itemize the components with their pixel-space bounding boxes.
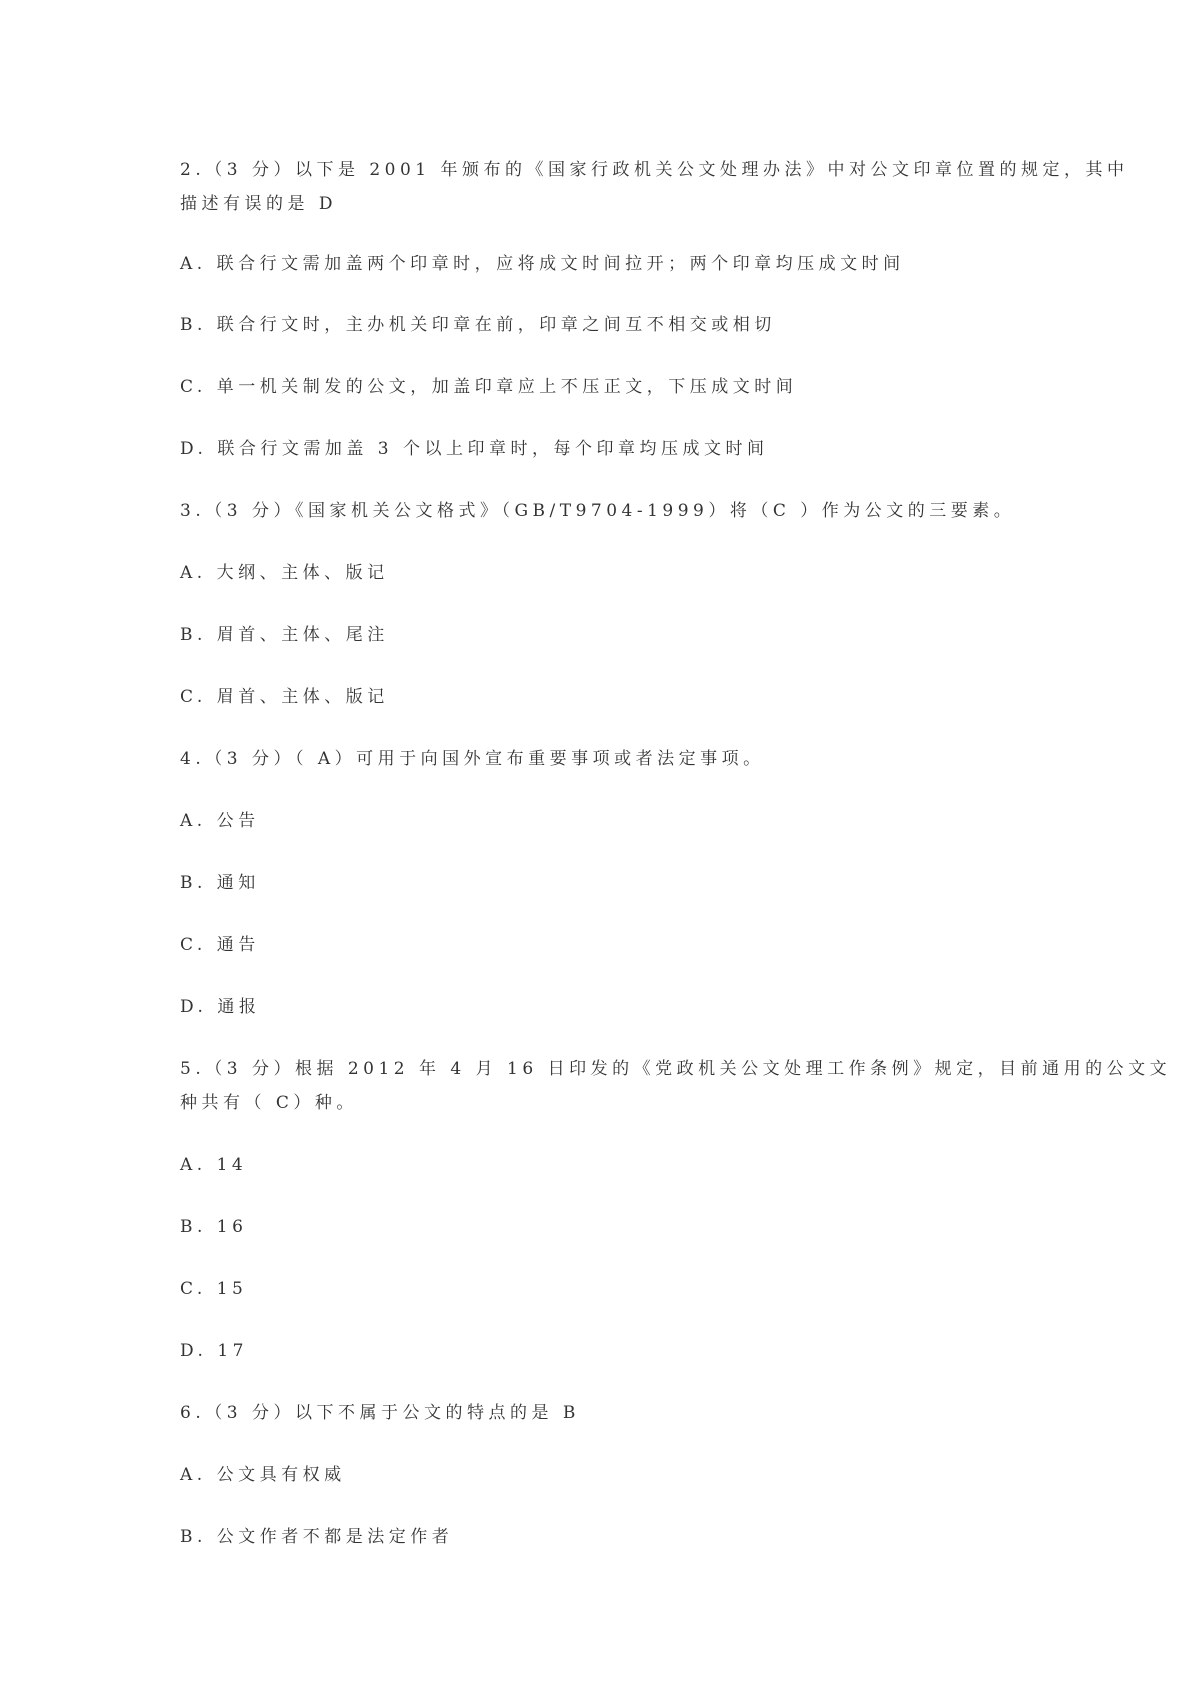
question-2-option-b: B. 联合行文时，主办机关印章在前，印章之间互不相交或相切 bbox=[180, 315, 776, 335]
question-6-option-a: A. 公文具有权威 bbox=[180, 1465, 346, 1485]
question-5-option-c: C. 15 bbox=[180, 1279, 248, 1299]
question-3-stem: 3.（3 分）《国家机关公文格式》（GB/T9704-1999）将（C ）作为公文的三要素。 bbox=[180, 501, 1016, 521]
question-2-option-d: D. 联合行文需加盖 3 个以上印章时，每个印章均压成文时间 bbox=[180, 439, 769, 459]
question-6-option-b: B. 公文作者不都是法定作者 bbox=[180, 1527, 454, 1547]
question-2-option-a: A. 联合行文需加盖两个印章时，应将成文时间拉开；两个印章均压成文时间 bbox=[180, 254, 905, 274]
question-4-stem: 4.（3 分）（ A）可用于向国外宣布重要事项或者法定事项。 bbox=[180, 749, 765, 769]
question-2-stem-line-1: 2.（3 分）以下是 2001 年颁布的《国家行政机关公文处理办法》中对公文印章位置的规定，其中 bbox=[180, 160, 1129, 180]
question-5-option-b: B. 16 bbox=[180, 1217, 248, 1237]
question-6-stem: 6.（3 分）以下不属于公文的特点的是 B bbox=[180, 1403, 580, 1423]
question-5-stem-line-2: 种共有（ C）种。 bbox=[180, 1093, 358, 1113]
question-3-option-b: B. 眉首、主体、尾注 bbox=[180, 625, 389, 645]
question-4-option-c: C. 通告 bbox=[180, 935, 260, 955]
question-5-option-d: D. 17 bbox=[180, 1341, 248, 1361]
question-4-option-a: A. 公告 bbox=[180, 811, 260, 831]
question-5-option-a: A. 14 bbox=[180, 1155, 248, 1175]
question-3-option-c: C. 眉首、主体、版记 bbox=[180, 687, 389, 707]
question-4-option-d: D. 通报 bbox=[180, 997, 261, 1017]
question-2-option-c: C. 单一机关制发的公文，加盖印章应上不压正文，下压成文时间 bbox=[180, 377, 798, 397]
question-4-option-b: B. 通知 bbox=[180, 873, 260, 893]
question-3-option-a: A. 大纲、主体、版记 bbox=[180, 563, 389, 583]
question-5-stem-line-1: 5.（3 分）根据 2012 年 4 月 16 日印发的《党政机关公文处理工作条例》规定，目前通用的公文文 bbox=[180, 1059, 1172, 1079]
question-2-stem-line-2: 描述有误的是 D bbox=[180, 194, 338, 214]
